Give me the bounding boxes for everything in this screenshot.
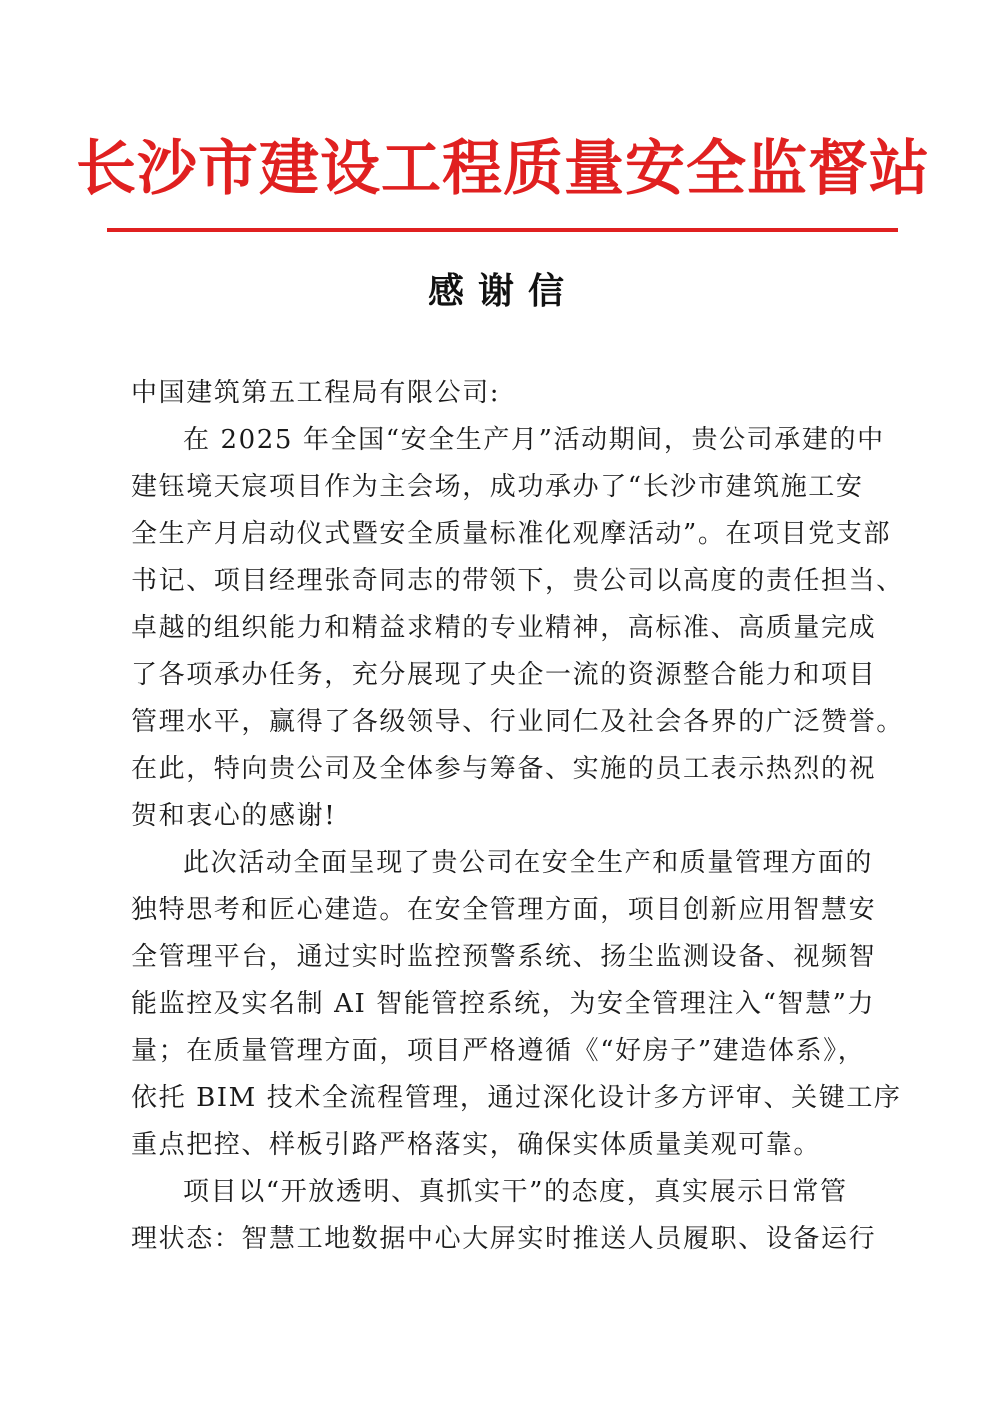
letter-body: [131, 370, 904, 1263]
paragraph-line: 理状态：智慧工地数据中心大屏实时推送人员履职、设备运行: [131, 1224, 877, 1254]
paragraph-line: 了各项承办任务，充分展现了央企一流的资源整合能力和项目: [131, 660, 877, 690]
paragraph-1: [131, 417, 904, 840]
header-divider: [107, 228, 898, 232]
paragraph-line: 量；在质量管理方面，项目严格遵循《“好房子”建造体系》，: [131, 1036, 866, 1066]
paragraph-line: 此次活动全面呈现了贵公司在安全生产和质量管理方面的: [183, 848, 874, 878]
paragraph-line: 重点把控、样板引路严格落实，确保实体质量美观可靠。: [131, 1130, 822, 1160]
paragraph-line: 建钰境天宸项目作为主会场，成功承办了“长沙市建筑施工安: [131, 472, 864, 502]
document-title: 感谢信: [427, 270, 578, 312]
paragraph-2: [131, 840, 902, 1169]
paragraph-line: 贺和衷心的感谢!: [131, 801, 337, 831]
paragraph-3: [131, 1169, 876, 1263]
paragraph-line: 管理水平，赢得了各级领导、行业同仁及社会各界的广泛赞誉。: [131, 707, 904, 737]
paragraph-line: 在 2025 年全国“安全生产月”活动期间，贵公司承建的中: [183, 425, 885, 455]
paragraph-line: 书记、项目经理张奇同志的带领下，贵公司以高度的责任担当、: [131, 566, 904, 596]
paragraph-line: 在此，特向贵公司及全体参与筹备、实施的员工表示热烈的祝: [131, 754, 877, 784]
paragraph-line: 能监控及实名制 AI 智能管控系统，为安全管理注入“智慧”力: [131, 989, 876, 1019]
paragraph-line: 独特思考和匠心建造。在安全管理方面，项目创新应用智慧安: [131, 895, 877, 925]
paragraph-line: 项目以“开放透明、真抓实干”的态度，真实展示日常管: [183, 1177, 848, 1207]
organization-header: 长沙市建设工程质量安全监督站: [76, 134, 930, 204]
salutation: 中国建筑第五工程局有限公司:: [131, 378, 501, 408]
paragraph-line: 依托 BIM 技术全流程管理，通过深化设计多方评审、关键工序: [131, 1083, 902, 1113]
paragraph-line: 全管理平台，通过实时监控预警系统、扬尘监测设备、视频智: [131, 942, 877, 972]
paragraph-line: 全生产月启动仪式暨安全质量标准化观摩活动”。在项目党支部: [131, 519, 892, 549]
paragraph-line: 卓越的组织能力和精益求精的专业精神，高标准、高质量完成: [131, 613, 877, 643]
